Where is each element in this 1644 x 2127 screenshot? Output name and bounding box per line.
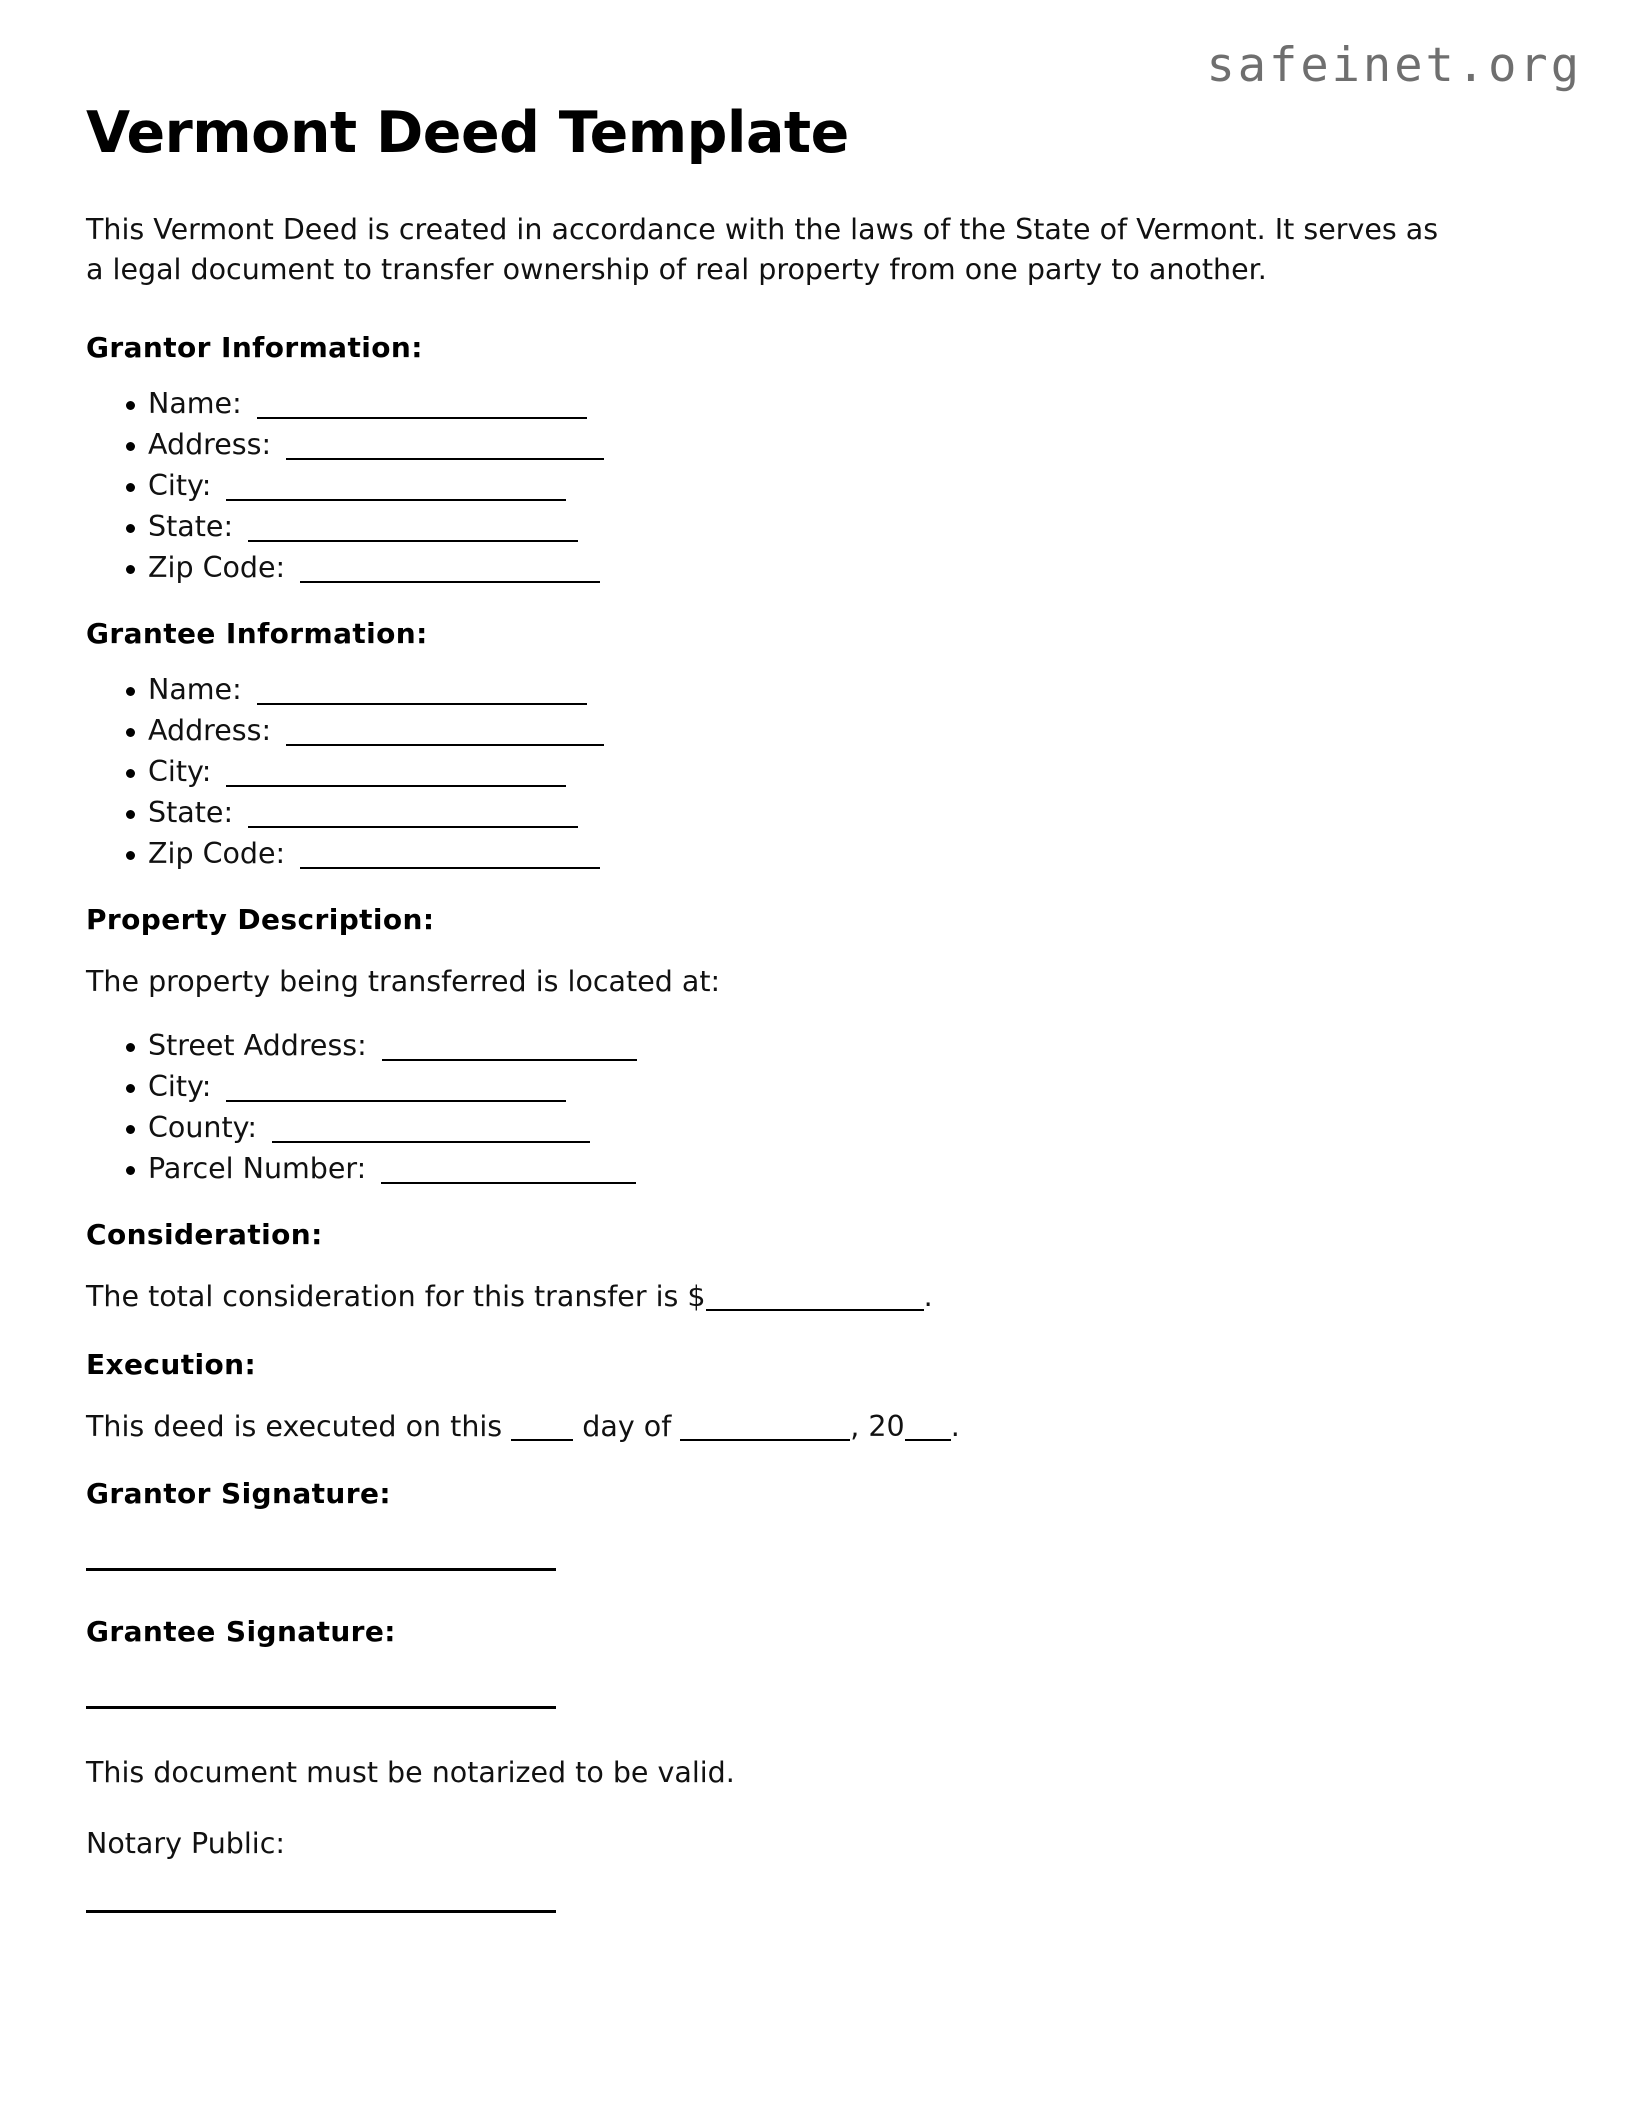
list-item — [86, 795, 1486, 829]
field-label: Address: — [148, 427, 272, 461]
field-label: City: — [148, 468, 212, 502]
grantee-fields-list — [86, 672, 1486, 870]
section-heading-grantee-signature: Grantee Signature: — [86, 1615, 396, 1649]
field-label: Name: — [148, 672, 242, 706]
field-label: Street Address: — [148, 1029, 367, 1063]
list-item — [86, 672, 1486, 706]
notarization-notice: This document must be notarized to be valid. — [86, 1756, 735, 1790]
execution-text-part1: This deed is executed on this — [86, 1409, 503, 1443]
execution-text-part3: , 20 — [850, 1409, 905, 1443]
grantor-signature-line[interactable] — [86, 1568, 556, 1571]
property-parcel-number-blank[interactable] — [381, 1182, 636, 1184]
notary-public-label: Notary Public: — [86, 1826, 285, 1860]
field-label: State: — [148, 795, 234, 829]
field-label: Name: — [148, 386, 242, 420]
grantor-state-blank[interactable] — [248, 540, 578, 542]
bullet-icon — [126, 687, 135, 696]
list-item — [86, 427, 1486, 461]
property-street-address-blank[interactable] — [382, 1059, 637, 1061]
property-fields-list — [86, 1029, 1486, 1186]
field-label: Parcel Number: — [148, 1152, 367, 1186]
list-item — [86, 1152, 1486, 1186]
list-item — [86, 713, 1486, 747]
section-heading-property-description: Property Description: — [86, 902, 435, 936]
list-item — [86, 386, 1486, 420]
execution-text-part2: day of — [582, 1409, 672, 1443]
section-heading-grantor-information: Grantor Information: — [86, 330, 423, 364]
grantee-city-blank[interactable] — [226, 785, 566, 787]
notary-signature-line[interactable] — [86, 1910, 556, 1913]
bullet-icon — [126, 769, 135, 778]
field-label: Address: — [148, 713, 272, 747]
grantor-fields-list — [86, 386, 1486, 584]
bullet-icon — [126, 810, 135, 819]
execution-day-blank[interactable] — [511, 1439, 573, 1441]
field-label: Zip Code: — [148, 550, 286, 584]
list-item — [86, 836, 1486, 870]
bullet-icon — [126, 1166, 135, 1175]
field-label: County: — [148, 1111, 258, 1145]
property-county-blank[interactable] — [272, 1141, 590, 1143]
property-lead-text: The property being transferred is located at: — [86, 964, 721, 998]
consideration-text-after: . — [923, 1280, 933, 1314]
bullet-icon — [126, 851, 135, 860]
section-heading-grantee-information: Grantee Information: — [86, 616, 428, 650]
grantee-name-blank[interactable] — [257, 703, 587, 705]
page-title: Vermont Deed Template — [86, 100, 849, 166]
list-item — [86, 550, 1486, 584]
list-item — [86, 754, 1486, 788]
bullet-icon — [126, 728, 135, 737]
consideration-amount-blank[interactable] — [706, 1309, 924, 1311]
bullet-icon — [126, 401, 135, 410]
grantor-zip-blank[interactable] — [300, 581, 600, 583]
execution-text-part4: . — [950, 1409, 960, 1443]
grantee-state-blank[interactable] — [248, 826, 578, 828]
bullet-icon — [126, 1125, 135, 1134]
section-heading-grantor-signature: Grantor Signature: — [86, 1477, 391, 1511]
grantee-zip-blank[interactable] — [300, 867, 600, 869]
execution-year-blank[interactable] — [905, 1439, 951, 1441]
field-label: City: — [148, 1070, 212, 1104]
execution-month-blank[interactable] — [680, 1439, 850, 1441]
bullet-icon — [126, 524, 135, 533]
bullet-icon — [126, 483, 135, 492]
list-item — [86, 1111, 1486, 1145]
property-city-blank[interactable] — [226, 1100, 566, 1102]
list-item — [86, 1070, 1486, 1104]
bullet-icon — [126, 442, 135, 451]
section-heading-consideration: Consideration: — [86, 1218, 323, 1252]
grantor-name-blank[interactable] — [257, 417, 587, 419]
document-content — [86, 100, 1486, 1913]
execution-sentence — [86, 1407, 1486, 1447]
consideration-sentence — [86, 1277, 1486, 1317]
bullet-icon — [126, 1084, 135, 1093]
bullet-icon — [126, 565, 135, 574]
field-label: Zip Code: — [148, 836, 286, 870]
list-item — [86, 1029, 1486, 1063]
intro-paragraph: This Vermont Deed is created in accordance with the laws of the State of Vermont. It serves as a legal document to transfer ownership of real property from one party to another. — [86, 212, 1439, 287]
section-heading-execution: Execution: — [86, 1347, 257, 1381]
grantor-city-blank[interactable] — [226, 499, 566, 501]
grantee-address-blank[interactable] — [286, 744, 604, 746]
bullet-icon — [126, 1043, 135, 1052]
site-watermark: safeinet.org — [1206, 38, 1582, 93]
grantor-address-blank[interactable] — [286, 458, 604, 460]
consideration-text-before: The total consideration for this transfer is $ — [86, 1280, 706, 1314]
grantee-signature-line[interactable] — [86, 1706, 556, 1709]
field-label: City: — [148, 754, 212, 788]
list-item — [86, 509, 1486, 543]
field-label: State: — [148, 509, 234, 543]
list-item — [86, 468, 1486, 502]
